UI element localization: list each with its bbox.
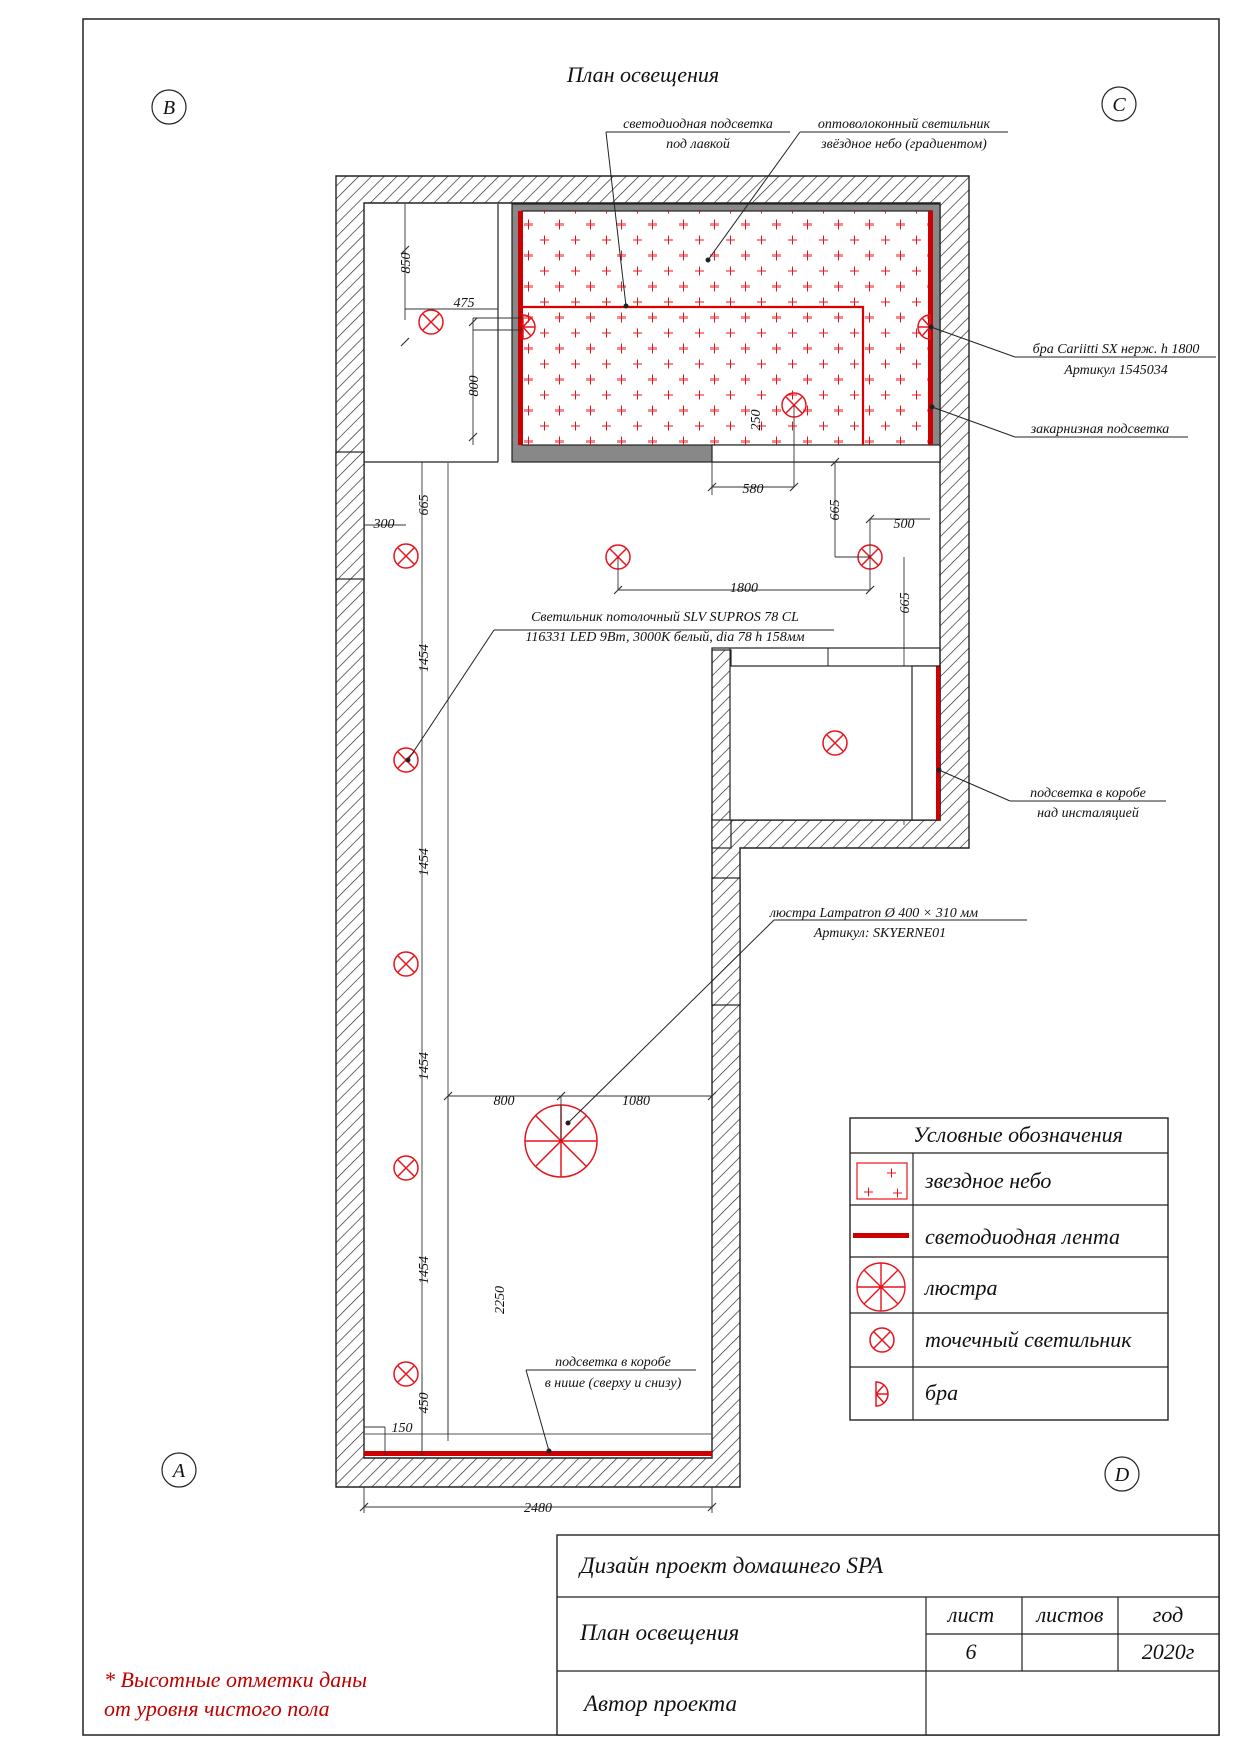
- svg-text:B: B: [162, 97, 176, 119]
- spot-light-icon: [394, 952, 418, 976]
- dim-1454: 1454: [417, 848, 432, 876]
- svg-text:C: C: [1112, 94, 1126, 116]
- legend-label-chandelier: люстра: [925, 1275, 998, 1300]
- legend-label-spot-light: точечный светильник: [925, 1327, 1132, 1352]
- left-wall-inset-1: [336, 452, 364, 579]
- dim-1800: 1800: [730, 581, 758, 596]
- dim-150: 150: [391, 1421, 413, 1436]
- dim-1080: 1080: [622, 1094, 650, 1109]
- height-note: от уровня чистого пола: [104, 1696, 330, 1721]
- svg-text:A: A: [172, 1460, 186, 1482]
- vestibule-partition: [364, 204, 498, 462]
- dim-2250: 2250: [493, 1286, 508, 1314]
- spot-light-icon: [394, 544, 418, 568]
- axis-marker-b: [152, 90, 186, 124]
- sauna-partition: [712, 445, 940, 462]
- legend-label-led-strip: светодиодная лента: [925, 1224, 1120, 1249]
- callout-led-bench: светодиодная подсветка: [623, 117, 773, 132]
- callout-box-light: над инсталяцией: [1037, 806, 1139, 821]
- callout-sconce: Артикул 1545034: [1064, 363, 1168, 378]
- callout-cornice: закарнизная подсветка: [1030, 422, 1170, 437]
- legend-label-sconce: бра: [925, 1380, 959, 1405]
- install-box: [912, 666, 940, 820]
- title-block: [557, 1535, 1219, 1735]
- dim-800: 800: [467, 375, 482, 397]
- dim-450: 450: [417, 1392, 432, 1414]
- callout-box-light: подсветка в коробе: [1030, 786, 1146, 801]
- col-sheet-label: лист: [947, 1602, 995, 1627]
- axis-marker-a: [162, 1453, 196, 1487]
- spot-light-icon: [419, 310, 443, 334]
- legend-header: Условные обозначения: [913, 1122, 1123, 1147]
- legend-label-starry-sky: звездное небо: [925, 1168, 1052, 1193]
- dim-475: 475: [453, 296, 475, 311]
- project-title: Дизайн проект домашнего SPA: [580, 1553, 884, 1578]
- callout-niche-light: в нише (сверху и снизу): [544, 1376, 682, 1391]
- axis-marker-d: [1105, 1457, 1139, 1491]
- spot-light-icon: [394, 1156, 418, 1180]
- dim-665: 665: [828, 499, 843, 521]
- wc-door-frame: [730, 648, 940, 666]
- interior-line: [364, 462, 904, 1434]
- callout-fiber-optic: звёздное небо (градиентом): [821, 137, 987, 152]
- wc-box-wall: [712, 650, 731, 848]
- dim-1454: 1454: [417, 644, 432, 672]
- dim-500: 500: [893, 517, 915, 532]
- axis-marker-c: [1102, 87, 1136, 121]
- height-note: * Высотные отметки даны: [104, 1667, 368, 1692]
- author-label: Автор проекта: [584, 1691, 737, 1716]
- starry-sky-area: [522, 211, 932, 445]
- page-title: План освещения: [566, 62, 720, 87]
- led-strip-legend-icon: [853, 1233, 909, 1238]
- dim-1454: 1454: [417, 1256, 432, 1284]
- callout-chandelier: люстра Lampatron Ø 400 × 310 мм: [769, 906, 979, 921]
- dim-2480: 2480: [524, 1501, 552, 1516]
- dim-300: 300: [373, 517, 395, 532]
- chandelier-legend-icon: [857, 1263, 905, 1311]
- callout-sconce: бра Cariitti SX нерж. h 1800: [1032, 342, 1200, 357]
- dim-580: 580: [742, 482, 764, 497]
- callout-fiber-optic: оптоволоконный светильник: [817, 117, 991, 132]
- legend: [850, 1118, 1168, 1420]
- svg-text:D: D: [1114, 1464, 1130, 1486]
- dim-665: 665: [898, 592, 913, 614]
- callout-chandelier: Артикул: SKYERNE01: [813, 926, 947, 941]
- dim-665: 665: [417, 494, 432, 516]
- right-wall-inset: [712, 878, 740, 1005]
- dim-800: 800: [493, 1094, 515, 1109]
- callout-spot-light: 116331 LED 9Вт, 3000К белый, dia 78 h 158мм: [525, 630, 805, 645]
- col-year-label: год: [1152, 1602, 1184, 1627]
- dim-850: 850: [399, 252, 414, 274]
- sheet-number: 6: [965, 1639, 977, 1664]
- callout-spot-light: Светильник потолочный SLV SUPROS 78 CL: [531, 610, 799, 625]
- niche-led-strip: [364, 1451, 712, 1456]
- dim-250: 250: [749, 409, 764, 431]
- dim-1454: 1454: [417, 1052, 432, 1080]
- spot-light-icon: [394, 1362, 418, 1386]
- callout-led-bench: под лавкой: [666, 137, 730, 152]
- col-sheets-label: листов: [1036, 1602, 1104, 1627]
- year: 2020г: [1141, 1639, 1195, 1664]
- install-led: [936, 666, 940, 820]
- callout-niche-light: подсветка в коробе: [555, 1355, 671, 1370]
- sheet-name: План освещения: [580, 1620, 740, 1645]
